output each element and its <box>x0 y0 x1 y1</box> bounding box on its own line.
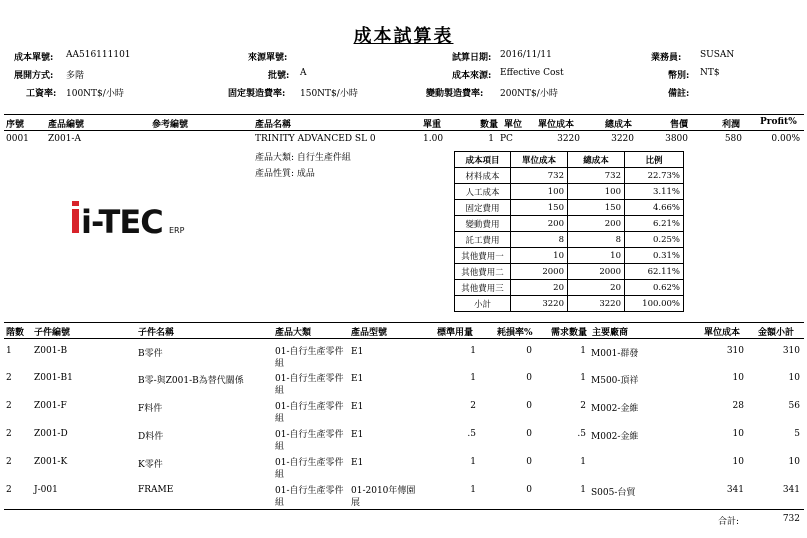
part-no: Z001-B <box>34 346 68 356</box>
part-req-qty: 1 <box>580 373 586 383</box>
variable-overhead-label: 變動製造費率: <box>426 89 484 99</box>
cost-header-ratio: 比例 <box>625 152 684 168</box>
col-vendor: 主要廠商 <box>592 328 629 338</box>
source-no-label: 來源單號: <box>248 53 288 63</box>
product-unit-weight: 1.00 <box>423 134 444 144</box>
fixed-overhead-label: 固定製造費率: <box>228 89 286 99</box>
cost-ratio: 0.25% <box>625 232 684 248</box>
part-unit-cost: 10 <box>732 429 744 439</box>
cost-header-unit: 單位成本 <box>511 152 568 168</box>
cost-row <box>455 248 684 264</box>
cost-ratio: 3.11% <box>625 184 684 200</box>
part-vendor: M500-頂祥 <box>591 376 639 386</box>
divider <box>4 322 804 323</box>
part-name: B零件 <box>138 349 163 359</box>
cost-row <box>455 200 684 216</box>
col-profit: 利潤 <box>722 120 741 130</box>
part-model: 01-2010年傳園展 <box>351 486 416 508</box>
part-name: FRAME <box>138 485 174 495</box>
part-level: 2 <box>6 373 12 383</box>
part-no: J-001 <box>34 485 58 495</box>
fixed-overhead-value: 150NT$/小時 <box>300 89 358 99</box>
cost-total: 20 <box>568 280 625 296</box>
cost-row <box>455 168 684 184</box>
note-label: 備註: <box>668 89 690 99</box>
part-category: 01-自行生產零件組 <box>275 486 344 508</box>
cost-unit: 100 <box>511 184 568 200</box>
product-profit: 580 <box>724 134 742 144</box>
part-name: K零件 <box>138 460 163 470</box>
cost-total: 8 <box>568 232 625 248</box>
part-unit-cost: 310 <box>726 346 744 356</box>
part-subtotal: 56 <box>788 401 800 411</box>
part-loss: 0 <box>526 346 532 356</box>
product-name: TRINITY ADVANCED SL 0 <box>255 134 376 144</box>
part-req-qty: 1 <box>580 346 586 356</box>
product-total-cost: 3220 <box>611 134 634 144</box>
part-name: F料件 <box>138 404 163 414</box>
cost-total: 2000 <box>568 264 625 280</box>
cost-item: 其他費用二 <box>455 264 511 280</box>
col-part-model: 產品型號 <box>351 328 388 338</box>
part-std-qty: .5 <box>467 429 476 439</box>
col-seq: 序號 <box>6 120 25 130</box>
col-part-name: 子件名稱 <box>138 328 175 338</box>
col-part-subtotal: 金額小計 <box>758 328 795 338</box>
part-vendor: M002-金維 <box>591 432 639 442</box>
col-part-no: 子件編號 <box>34 328 71 338</box>
logo-text: i-TEC <box>81 203 163 238</box>
col-product-name: 產品名稱 <box>255 120 292 130</box>
part-category: 01-自行生產零件組 <box>275 402 344 424</box>
cost-total: 10 <box>568 248 625 264</box>
part-loss: 0 <box>526 457 532 467</box>
part-subtotal: 310 <box>782 346 800 356</box>
part-name: D料件 <box>138 432 164 442</box>
col-qty: 數量 <box>480 120 499 130</box>
cost-source-value: Effective Cost <box>500 68 564 78</box>
cost-subtotal-row <box>455 296 684 312</box>
batch-label: 批號: <box>268 71 290 81</box>
logo-suffix: ERP <box>169 226 185 235</box>
cost-source-label: 成本來源: <box>452 71 492 81</box>
part-model: E1 <box>351 402 364 412</box>
product-unit: PC <box>500 134 513 144</box>
batch-value: A <box>300 68 307 78</box>
part-vendor: S005-台貿 <box>591 488 636 498</box>
part-no: Z001-D <box>34 429 68 439</box>
salesperson-value: SUSAN <box>700 50 735 60</box>
part-subtotal: 5 <box>794 429 800 439</box>
cost-unit: 20 <box>511 280 568 296</box>
cost-item: 材料成本 <box>455 168 511 184</box>
cost-item: 固定費用 <box>455 200 511 216</box>
col-product-no: 產品編號 <box>48 120 85 130</box>
total-label: 合計: <box>718 517 740 527</box>
part-req-qty: 1 <box>580 457 586 467</box>
cost-item: 變動費用 <box>455 216 511 232</box>
divider <box>4 130 804 131</box>
part-loss: 0 <box>526 373 532 383</box>
cost-item: 其他費用一 <box>455 248 511 264</box>
page-title: 成本試算表 <box>353 26 454 47</box>
part-no: Z001-B1 <box>34 373 73 383</box>
cost-item: 其他費用三 <box>455 280 511 296</box>
trial-date-label: 試算日期: <box>452 53 492 63</box>
part-loss: 0 <box>526 485 532 495</box>
expand-method-label: 展開方式: <box>14 71 54 81</box>
part-unit-cost: 28 <box>732 401 744 411</box>
col-part-unit-cost: 單位成本 <box>704 328 741 338</box>
col-req-qty: 需求數量 <box>551 328 588 338</box>
part-unit-cost: 10 <box>732 457 744 467</box>
cost-ratio: 100.00% <box>625 296 684 312</box>
part-category: 01-自行生產零件組 <box>275 430 344 452</box>
cost-total: 200 <box>568 216 625 232</box>
trial-date-value: 2016/11/11 <box>500 50 552 60</box>
part-vendor: M002-金維 <box>591 404 639 414</box>
total-value: 732 <box>782 514 800 524</box>
col-profit-pct: Profit% <box>760 117 797 127</box>
variable-overhead-value: 200NT$/小時 <box>500 89 558 99</box>
part-model: E1 <box>351 374 364 384</box>
cost-ratio: 4.66% <box>625 200 684 216</box>
cost-breakdown-header <box>455 152 684 168</box>
cost-breakdown-table <box>454 151 684 312</box>
product-profit-pct: 0.00% <box>771 134 800 144</box>
col-part-category: 產品大類 <box>275 328 312 338</box>
cost-row <box>455 184 684 200</box>
cost-item: 小計 <box>455 296 511 312</box>
cost-ratio: 0.31% <box>625 248 684 264</box>
col-unit: 單位 <box>504 120 523 130</box>
labor-rate-label: 工資率: <box>26 89 57 99</box>
part-category: 01-自行生產零件組 <box>275 347 344 369</box>
divider <box>4 114 804 115</box>
col-loss: 耗損率% <box>497 328 533 338</box>
part-model: E1 <box>351 347 364 357</box>
cost-ratio: 0.62% <box>625 280 684 296</box>
part-std-qty: 1 <box>470 457 476 467</box>
col-price: 售價 <box>670 120 689 130</box>
part-std-qty: 1 <box>470 346 476 356</box>
part-level: 1 <box>6 346 12 356</box>
cost-total: 150 <box>568 200 625 216</box>
order-no-value: AA516111101 <box>66 50 131 60</box>
product-nature: 產品性質: 成品 <box>255 169 315 179</box>
col-std-qty: 標準用量 <box>437 328 474 338</box>
part-std-qty: 1 <box>470 373 476 383</box>
logo-graphic <box>72 198 196 238</box>
part-level: 2 <box>6 429 12 439</box>
cost-unit: 3220 <box>511 296 568 312</box>
col-level: 階數 <box>6 328 25 338</box>
cost-unit: 150 <box>511 200 568 216</box>
part-subtotal: 341 <box>782 485 800 495</box>
product-category: 產品大類: 自行生產件組 <box>255 153 351 163</box>
cost-row <box>455 264 684 280</box>
cost-unit: 2000 <box>511 264 568 280</box>
part-unit-cost: 10 <box>732 373 744 383</box>
cost-unit: 732 <box>511 168 568 184</box>
part-loss: 0 <box>526 429 532 439</box>
part-loss: 0 <box>526 401 532 411</box>
cost-ratio: 6.21% <box>625 216 684 232</box>
i-tec-logo <box>72 198 196 241</box>
expand-method-value: 多階 <box>66 71 85 81</box>
product-no: Z001-A <box>48 134 81 144</box>
part-unit-cost: 341 <box>726 485 744 495</box>
part-model: E1 <box>351 458 364 468</box>
currency-label: 幣別: <box>668 71 690 81</box>
cost-item: 人工成本 <box>455 184 511 200</box>
order-no-label: 成本單號: <box>14 53 54 63</box>
cost-total: 100 <box>568 184 625 200</box>
cost-total: 3220 <box>568 296 625 312</box>
cost-unit: 200 <box>511 216 568 232</box>
col-unit-cost: 單位成本 <box>538 120 575 130</box>
col-unit-weight: 單重 <box>423 120 442 130</box>
part-level: 2 <box>6 401 12 411</box>
labor-rate-value: 100NT$/小時 <box>66 89 124 99</box>
part-model: E1 <box>351 430 364 440</box>
product-qty: 1 <box>488 134 494 144</box>
cost-header-total: 總成本 <box>568 152 625 168</box>
product-price: 3800 <box>665 134 688 144</box>
cost-row <box>455 232 684 248</box>
cost-unit: 10 <box>511 248 568 264</box>
part-req-qty: .5 <box>577 429 586 439</box>
product-seq: 0001 <box>6 134 29 144</box>
part-vendor: M001-群發 <box>591 349 639 359</box>
divider <box>4 338 804 339</box>
part-level: 2 <box>6 485 12 495</box>
col-ref-no: 參考編號 <box>152 120 189 130</box>
cost-ratio: 62.11% <box>625 264 684 280</box>
currency-value: NT$ <box>700 68 720 78</box>
part-no: Z001-F <box>34 401 67 411</box>
part-std-qty: 2 <box>470 401 476 411</box>
part-no: Z001-K <box>34 457 68 467</box>
part-subtotal: 10 <box>788 373 800 383</box>
cost-row <box>455 216 684 232</box>
part-level: 2 <box>6 457 12 467</box>
cost-unit: 8 <box>511 232 568 248</box>
salesperson-label: 業務員: <box>651 53 682 63</box>
cost-ratio: 22.73% <box>625 168 684 184</box>
cost-row <box>455 280 684 296</box>
cost-total: 732 <box>568 168 625 184</box>
part-subtotal: 10 <box>788 457 800 467</box>
col-total-cost: 總成本 <box>605 120 633 130</box>
product-unit-cost: 3220 <box>557 134 580 144</box>
cost-item: 託工費用 <box>455 232 511 248</box>
part-req-qty: 1 <box>580 485 586 495</box>
part-category: 01-自行生產零件組 <box>275 458 344 480</box>
part-name: B零-與Z001-B為替代關係 <box>138 376 244 386</box>
part-req-qty: 2 <box>580 401 586 411</box>
part-category: 01-自行生產零件組 <box>275 374 344 396</box>
part-std-qty: 1 <box>470 485 476 495</box>
divider <box>4 509 804 510</box>
cost-header-item: 成本項目 <box>455 152 511 168</box>
